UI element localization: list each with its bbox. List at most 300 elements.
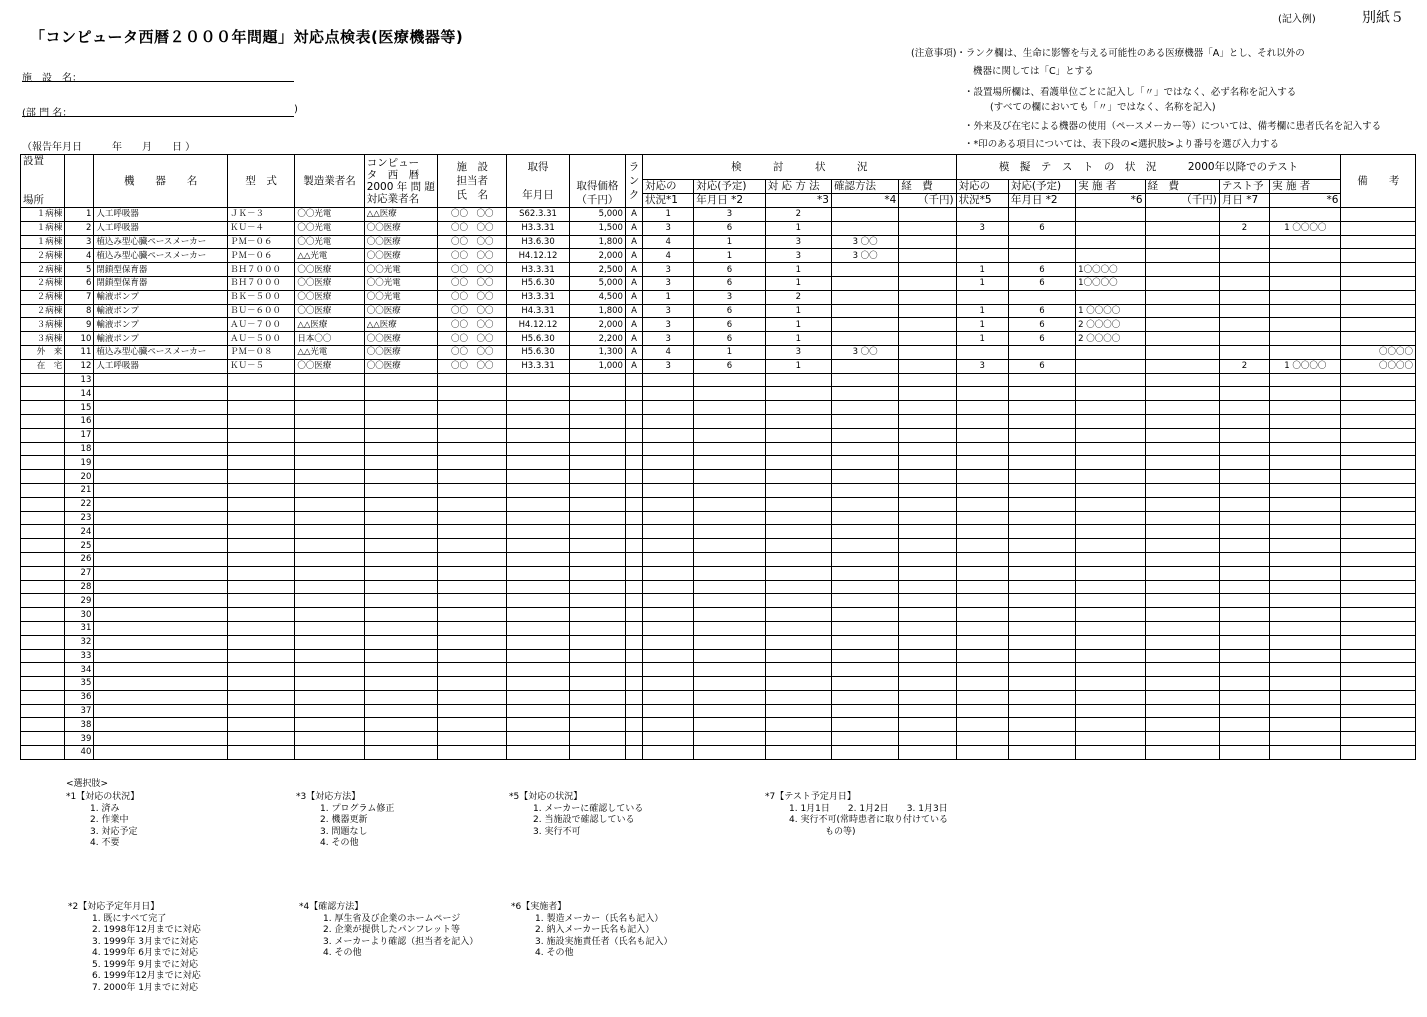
status1-cell[interactable]	[643, 552, 694, 566]
test-plan-cell[interactable]	[1219, 621, 1269, 635]
test-plan-cell[interactable]	[1219, 497, 1269, 511]
status2-cell[interactable]	[956, 690, 1008, 704]
plan1-cell[interactable]: 1	[694, 235, 765, 249]
number-cell[interactable]: 39	[65, 732, 94, 746]
plan2-cell[interactable]	[1008, 525, 1075, 539]
location-cell[interactable]	[21, 525, 65, 539]
cost2-cell[interactable]	[1145, 401, 1219, 415]
plan1-cell[interactable]	[694, 566, 765, 580]
device-name-cell[interactable]: 植込み型心臓ペースメーカー	[94, 345, 228, 359]
price-cell[interactable]: 1,000	[569, 359, 625, 373]
acquire-date-cell[interactable]: H5.6.30	[507, 345, 569, 359]
plan1-cell[interactable]: 6	[694, 318, 765, 332]
plan2-cell[interactable]: 6	[1008, 263, 1075, 277]
y2k-vendor-cell[interactable]	[364, 511, 437, 525]
status1-cell[interactable]: 1	[643, 208, 694, 222]
implementer2-cell[interactable]	[1270, 387, 1341, 401]
price-cell[interactable]	[569, 621, 625, 635]
test-plan-cell[interactable]	[1219, 249, 1269, 263]
method1-cell[interactable]	[765, 594, 831, 608]
implementer2-cell[interactable]	[1270, 497, 1341, 511]
status2-cell[interactable]: 3	[956, 221, 1008, 235]
location-cell[interactable]	[21, 442, 65, 456]
implementer2-cell[interactable]: 1 〇〇〇〇	[1270, 221, 1341, 235]
cost1-cell[interactable]	[899, 483, 956, 497]
test-plan-cell[interactable]	[1219, 718, 1269, 732]
model-cell[interactable]	[228, 718, 295, 732]
plan2-cell[interactable]	[1008, 539, 1075, 553]
status2-cell[interactable]	[956, 704, 1008, 718]
number-cell[interactable]: 4	[65, 249, 94, 263]
y2k-vendor-cell[interactable]	[364, 580, 437, 594]
plan1-cell[interactable]	[694, 483, 765, 497]
device-name-cell[interactable]: 輸液ポンプ	[94, 290, 228, 304]
implementer1-cell[interactable]	[1076, 345, 1145, 359]
remarks-cell[interactable]: 〇〇〇〇	[1341, 359, 1416, 373]
cost1-cell[interactable]	[899, 690, 956, 704]
y2k-vendor-cell[interactable]	[364, 732, 437, 746]
cost2-cell[interactable]	[1145, 304, 1219, 318]
cost2-cell[interactable]	[1145, 511, 1219, 525]
remarks-cell[interactable]	[1341, 290, 1416, 304]
price-cell[interactable]	[569, 635, 625, 649]
status2-cell[interactable]: 3	[956, 359, 1008, 373]
test-plan-cell[interactable]	[1219, 704, 1269, 718]
method1-cell[interactable]: 1	[765, 221, 831, 235]
cost1-cell[interactable]	[899, 290, 956, 304]
plan2-cell[interactable]	[1008, 566, 1075, 580]
remarks-cell[interactable]	[1341, 539, 1416, 553]
test-plan-cell[interactable]	[1219, 663, 1269, 677]
implementer2-cell[interactable]	[1270, 442, 1341, 456]
facility-person-cell[interactable]: 〇〇 〇〇	[438, 345, 507, 359]
confirm-cell[interactable]	[831, 552, 898, 566]
rank-cell[interactable]	[625, 566, 642, 580]
remarks-cell[interactable]	[1341, 318, 1416, 332]
method1-cell[interactable]	[765, 525, 831, 539]
method1-cell[interactable]	[765, 387, 831, 401]
cost2-cell[interactable]	[1145, 414, 1219, 428]
remarks-cell[interactable]	[1341, 414, 1416, 428]
plan1-cell[interactable]: 6	[694, 276, 765, 290]
model-cell[interactable]	[228, 677, 295, 691]
plan2-cell[interactable]	[1008, 580, 1075, 594]
price-cell[interactable]	[569, 566, 625, 580]
confirm-cell[interactable]	[831, 497, 898, 511]
rank-cell[interactable]	[625, 649, 642, 663]
implementer2-cell[interactable]	[1270, 249, 1341, 263]
cost1-cell[interactable]	[899, 704, 956, 718]
number-cell[interactable]: 13	[65, 373, 94, 387]
confirm-cell[interactable]	[831, 539, 898, 553]
implementer1-cell[interactable]	[1076, 539, 1145, 553]
implementer2-cell[interactable]	[1270, 621, 1341, 635]
implementer2-cell[interactable]	[1270, 566, 1341, 580]
rank-cell[interactable]: A	[625, 359, 642, 373]
implementer1-cell[interactable]	[1076, 497, 1145, 511]
test-plan-cell[interactable]	[1219, 690, 1269, 704]
y2k-vendor-cell[interactable]	[364, 746, 437, 760]
device-name-cell[interactable]	[94, 428, 228, 442]
location-cell[interactable]	[21, 677, 65, 691]
test-plan-cell[interactable]	[1219, 649, 1269, 663]
manufacturer-cell[interactable]	[295, 428, 364, 442]
test-plan-cell[interactable]	[1219, 290, 1269, 304]
facility-person-cell[interactable]: 〇〇 〇〇	[438, 290, 507, 304]
rank-cell[interactable]	[625, 677, 642, 691]
cost2-cell[interactable]	[1145, 497, 1219, 511]
implementer1-cell[interactable]: 1 〇〇〇〇	[1076, 304, 1145, 318]
plan1-cell[interactable]	[694, 456, 765, 470]
test-plan-cell[interactable]: 2	[1219, 221, 1269, 235]
implementer2-cell[interactable]	[1270, 608, 1341, 622]
plan1-cell[interactable]: 6	[694, 359, 765, 373]
y2k-vendor-cell[interactable]	[364, 414, 437, 428]
acquire-date-cell[interactable]	[507, 525, 569, 539]
manufacturer-cell[interactable]	[295, 525, 364, 539]
device-name-cell[interactable]: 人工呼吸器	[94, 208, 228, 222]
location-cell[interactable]	[21, 704, 65, 718]
status2-cell[interactable]	[956, 483, 1008, 497]
cost1-cell[interactable]	[899, 401, 956, 415]
method1-cell[interactable]	[765, 428, 831, 442]
device-name-cell[interactable]: 人工呼吸器	[94, 359, 228, 373]
status1-cell[interactable]	[643, 401, 694, 415]
cost2-cell[interactable]	[1145, 663, 1219, 677]
plan1-cell[interactable]	[694, 401, 765, 415]
manufacturer-cell[interactable]: 〇〇光電	[295, 235, 364, 249]
confirm-cell[interactable]	[831, 428, 898, 442]
y2k-vendor-cell[interactable]	[364, 608, 437, 622]
plan2-cell[interactable]	[1008, 483, 1075, 497]
status2-cell[interactable]	[956, 621, 1008, 635]
acquire-date-cell[interactable]: H4.3.31	[507, 304, 569, 318]
status1-cell[interactable]: 3	[643, 276, 694, 290]
status2-cell[interactable]	[956, 552, 1008, 566]
plan2-cell[interactable]	[1008, 649, 1075, 663]
remarks-cell[interactable]	[1341, 304, 1416, 318]
test-plan-cell[interactable]	[1219, 332, 1269, 346]
number-cell[interactable]: 22	[65, 497, 94, 511]
device-name-cell[interactable]	[94, 566, 228, 580]
cost1-cell[interactable]	[899, 663, 956, 677]
price-cell[interactable]: 4,500	[569, 290, 625, 304]
status2-cell[interactable]	[956, 345, 1008, 359]
acquire-date-cell[interactable]: H3.3.31	[507, 221, 569, 235]
implementer2-cell[interactable]	[1270, 428, 1341, 442]
confirm-cell[interactable]	[831, 608, 898, 622]
facility-person-cell[interactable]	[438, 704, 507, 718]
status2-cell[interactable]	[956, 732, 1008, 746]
confirm-cell[interactable]	[831, 414, 898, 428]
status1-cell[interactable]	[643, 387, 694, 401]
implementer2-cell[interactable]	[1270, 525, 1341, 539]
y2k-vendor-cell[interactable]	[364, 621, 437, 635]
device-name-cell[interactable]	[94, 608, 228, 622]
price-cell[interactable]: 5,000	[569, 276, 625, 290]
status1-cell[interactable]	[643, 594, 694, 608]
acquire-date-cell[interactable]: H5.6.30	[507, 332, 569, 346]
test-plan-cell[interactable]	[1219, 414, 1269, 428]
confirm-cell[interactable]: 3 〇〇	[831, 249, 898, 263]
status1-cell[interactable]	[643, 566, 694, 580]
plan2-cell[interactable]	[1008, 387, 1075, 401]
cost2-cell[interactable]	[1145, 566, 1219, 580]
price-cell[interactable]	[569, 387, 625, 401]
manufacturer-cell[interactable]	[295, 552, 364, 566]
acquire-date-cell[interactable]: H5.6.30	[507, 276, 569, 290]
confirm-cell[interactable]	[831, 483, 898, 497]
implementer2-cell[interactable]	[1270, 552, 1341, 566]
implementer1-cell[interactable]	[1076, 442, 1145, 456]
number-cell[interactable]: 18	[65, 442, 94, 456]
number-cell[interactable]: 9	[65, 318, 94, 332]
location-cell[interactable]	[21, 746, 65, 760]
number-cell[interactable]: 17	[65, 428, 94, 442]
price-cell[interactable]	[569, 649, 625, 663]
status1-cell[interactable]	[643, 497, 694, 511]
acquire-date-cell[interactable]	[507, 539, 569, 553]
method1-cell[interactable]	[765, 635, 831, 649]
cost2-cell[interactable]	[1145, 428, 1219, 442]
acquire-date-cell[interactable]	[507, 497, 569, 511]
cost1-cell[interactable]	[899, 746, 956, 760]
acquire-date-cell[interactable]	[507, 594, 569, 608]
plan1-cell[interactable]	[694, 608, 765, 622]
model-cell[interactable]	[228, 580, 295, 594]
number-cell[interactable]: 21	[65, 483, 94, 497]
remarks-cell[interactable]	[1341, 235, 1416, 249]
acquire-date-cell[interactable]	[507, 387, 569, 401]
plan1-cell[interactable]	[694, 442, 765, 456]
price-cell[interactable]	[569, 414, 625, 428]
facility-person-cell[interactable]: 〇〇 〇〇	[438, 276, 507, 290]
implementer2-cell[interactable]	[1270, 483, 1341, 497]
test-plan-cell[interactable]	[1219, 456, 1269, 470]
number-cell[interactable]: 36	[65, 690, 94, 704]
method1-cell[interactable]	[765, 718, 831, 732]
test-plan-cell[interactable]	[1219, 387, 1269, 401]
manufacturer-cell[interactable]	[295, 746, 364, 760]
status1-cell[interactable]	[643, 539, 694, 553]
status1-cell[interactable]: 3	[643, 304, 694, 318]
model-cell[interactable]	[228, 442, 295, 456]
status1-cell[interactable]	[643, 525, 694, 539]
number-cell[interactable]: 20	[65, 470, 94, 484]
method1-cell[interactable]	[765, 483, 831, 497]
price-cell[interactable]	[569, 525, 625, 539]
manufacturer-cell[interactable]	[295, 539, 364, 553]
number-cell[interactable]: 19	[65, 456, 94, 470]
price-cell[interactable]	[569, 718, 625, 732]
manufacturer-cell[interactable]: 日本〇〇	[295, 332, 364, 346]
status2-cell[interactable]	[956, 456, 1008, 470]
model-cell[interactable]	[228, 566, 295, 580]
implementer1-cell[interactable]: 1〇〇〇〇	[1076, 263, 1145, 277]
plan2-cell[interactable]	[1008, 428, 1075, 442]
device-name-cell[interactable]: 輸液ポンプ	[94, 332, 228, 346]
acquire-date-cell[interactable]	[507, 704, 569, 718]
remarks-cell[interactable]	[1341, 511, 1416, 525]
test-plan-cell[interactable]	[1219, 428, 1269, 442]
cost1-cell[interactable]	[899, 732, 956, 746]
model-cell[interactable]: ＢＫ－５００	[228, 290, 295, 304]
price-cell[interactable]	[569, 483, 625, 497]
cost1-cell[interactable]	[899, 373, 956, 387]
plan2-cell[interactable]: 6	[1008, 304, 1075, 318]
manufacturer-cell[interactable]: 〇〇光電	[295, 221, 364, 235]
confirm-cell[interactable]	[831, 304, 898, 318]
cost1-cell[interactable]	[899, 249, 956, 263]
manufacturer-cell[interactable]	[295, 704, 364, 718]
price-cell[interactable]	[569, 511, 625, 525]
manufacturer-cell[interactable]	[295, 456, 364, 470]
acquire-date-cell[interactable]: H3.3.31	[507, 263, 569, 277]
method1-cell[interactable]	[765, 677, 831, 691]
price-cell[interactable]	[569, 704, 625, 718]
model-cell[interactable]	[228, 525, 295, 539]
confirm-cell[interactable]	[831, 566, 898, 580]
cost1-cell[interactable]	[899, 635, 956, 649]
test-plan-cell[interactable]	[1219, 608, 1269, 622]
cost2-cell[interactable]	[1145, 525, 1219, 539]
status1-cell[interactable]	[643, 732, 694, 746]
model-cell[interactable]	[228, 470, 295, 484]
rank-cell[interactable]	[625, 621, 642, 635]
status1-cell[interactable]	[643, 428, 694, 442]
remarks-cell[interactable]	[1341, 263, 1416, 277]
confirm-cell[interactable]	[831, 276, 898, 290]
status1-cell[interactable]	[643, 414, 694, 428]
status1-cell[interactable]	[643, 649, 694, 663]
plan2-cell[interactable]: 6	[1008, 359, 1075, 373]
y2k-vendor-cell[interactable]: 〇〇医療	[364, 221, 437, 235]
price-cell[interactable]	[569, 470, 625, 484]
y2k-vendor-cell[interactable]: 〇〇光電	[364, 290, 437, 304]
plan1-cell[interactable]	[694, 525, 765, 539]
remarks-cell[interactable]	[1341, 649, 1416, 663]
cost2-cell[interactable]	[1145, 359, 1219, 373]
rank-cell[interactable]: A	[625, 304, 642, 318]
remarks-cell[interactable]	[1341, 249, 1416, 263]
number-cell[interactable]: 40	[65, 746, 94, 760]
confirm-cell[interactable]	[831, 594, 898, 608]
manufacturer-cell[interactable]	[295, 732, 364, 746]
facility-person-cell[interactable]	[438, 387, 507, 401]
y2k-vendor-cell[interactable]	[364, 594, 437, 608]
remarks-cell[interactable]	[1341, 580, 1416, 594]
confirm-cell[interactable]	[831, 208, 898, 222]
acquire-date-cell[interactable]	[507, 732, 569, 746]
implementer1-cell[interactable]	[1076, 221, 1145, 235]
model-cell[interactable]	[228, 635, 295, 649]
cost2-cell[interactable]	[1145, 387, 1219, 401]
plan1-cell[interactable]	[694, 539, 765, 553]
y2k-vendor-cell[interactable]	[364, 373, 437, 387]
method1-cell[interactable]	[765, 649, 831, 663]
device-name-cell[interactable]	[94, 621, 228, 635]
status1-cell[interactable]: 3	[643, 263, 694, 277]
rank-cell[interactable]: A	[625, 290, 642, 304]
model-cell[interactable]: ＡＵ－５００	[228, 332, 295, 346]
facility-person-cell[interactable]: 〇〇 〇〇	[438, 263, 507, 277]
device-name-cell[interactable]	[94, 497, 228, 511]
y2k-vendor-cell[interactable]	[364, 704, 437, 718]
test-plan-cell[interactable]	[1219, 552, 1269, 566]
location-cell[interactable]	[21, 608, 65, 622]
implementer2-cell[interactable]	[1270, 345, 1341, 359]
rank-cell[interactable]: A	[625, 208, 642, 222]
plan2-cell[interactable]	[1008, 718, 1075, 732]
location-cell[interactable]	[21, 373, 65, 387]
number-cell[interactable]: 1	[65, 208, 94, 222]
cost2-cell[interactable]	[1145, 704, 1219, 718]
plan1-cell[interactable]	[694, 511, 765, 525]
y2k-vendor-cell[interactable]: 〇〇光電	[364, 276, 437, 290]
plan2-cell[interactable]	[1008, 704, 1075, 718]
y2k-vendor-cell[interactable]	[364, 470, 437, 484]
confirm-cell[interactable]	[831, 401, 898, 415]
implementer1-cell[interactable]	[1076, 621, 1145, 635]
implementer1-cell[interactable]	[1076, 456, 1145, 470]
implementer1-cell[interactable]	[1076, 690, 1145, 704]
status2-cell[interactable]	[956, 497, 1008, 511]
model-cell[interactable]	[228, 552, 295, 566]
status1-cell[interactable]	[643, 608, 694, 622]
status2-cell[interactable]	[956, 442, 1008, 456]
confirm-cell[interactable]	[831, 621, 898, 635]
rank-cell[interactable]	[625, 483, 642, 497]
confirm-cell[interactable]	[831, 332, 898, 346]
plan1-cell[interactable]	[694, 649, 765, 663]
plan2-cell[interactable]: 6	[1008, 332, 1075, 346]
confirm-cell[interactable]	[831, 442, 898, 456]
facility-person-cell[interactable]	[438, 663, 507, 677]
implementer2-cell[interactable]	[1270, 276, 1341, 290]
y2k-vendor-cell[interactable]	[364, 635, 437, 649]
cost2-cell[interactable]	[1145, 345, 1219, 359]
location-cell[interactable]	[21, 414, 65, 428]
cost2-cell[interactable]	[1145, 483, 1219, 497]
manufacturer-cell[interactable]	[295, 566, 364, 580]
model-cell[interactable]	[228, 608, 295, 622]
plan1-cell[interactable]	[694, 732, 765, 746]
confirm-cell[interactable]	[831, 263, 898, 277]
remarks-cell[interactable]	[1341, 663, 1416, 677]
implementer2-cell[interactable]: 1 〇〇〇〇	[1270, 359, 1341, 373]
remarks-cell[interactable]	[1341, 704, 1416, 718]
status2-cell[interactable]	[956, 649, 1008, 663]
cost2-cell[interactable]	[1145, 677, 1219, 691]
model-cell[interactable]: ＰＭ－０６	[228, 249, 295, 263]
device-name-cell[interactable]	[94, 732, 228, 746]
number-cell[interactable]: 32	[65, 635, 94, 649]
plan1-cell[interactable]: 3	[694, 208, 765, 222]
remarks-cell[interactable]	[1341, 442, 1416, 456]
model-cell[interactable]	[228, 704, 295, 718]
plan2-cell[interactable]: 6	[1008, 276, 1075, 290]
method1-cell[interactable]: 1	[765, 263, 831, 277]
cost2-cell[interactable]	[1145, 318, 1219, 332]
status1-cell[interactable]	[643, 704, 694, 718]
location-cell[interactable]: ３病棟	[21, 318, 65, 332]
cost2-cell[interactable]	[1145, 608, 1219, 622]
confirm-cell[interactable]	[831, 511, 898, 525]
cost1-cell[interactable]	[899, 511, 956, 525]
status1-cell[interactable]	[643, 580, 694, 594]
price-cell[interactable]	[569, 608, 625, 622]
device-name-cell[interactable]	[94, 456, 228, 470]
